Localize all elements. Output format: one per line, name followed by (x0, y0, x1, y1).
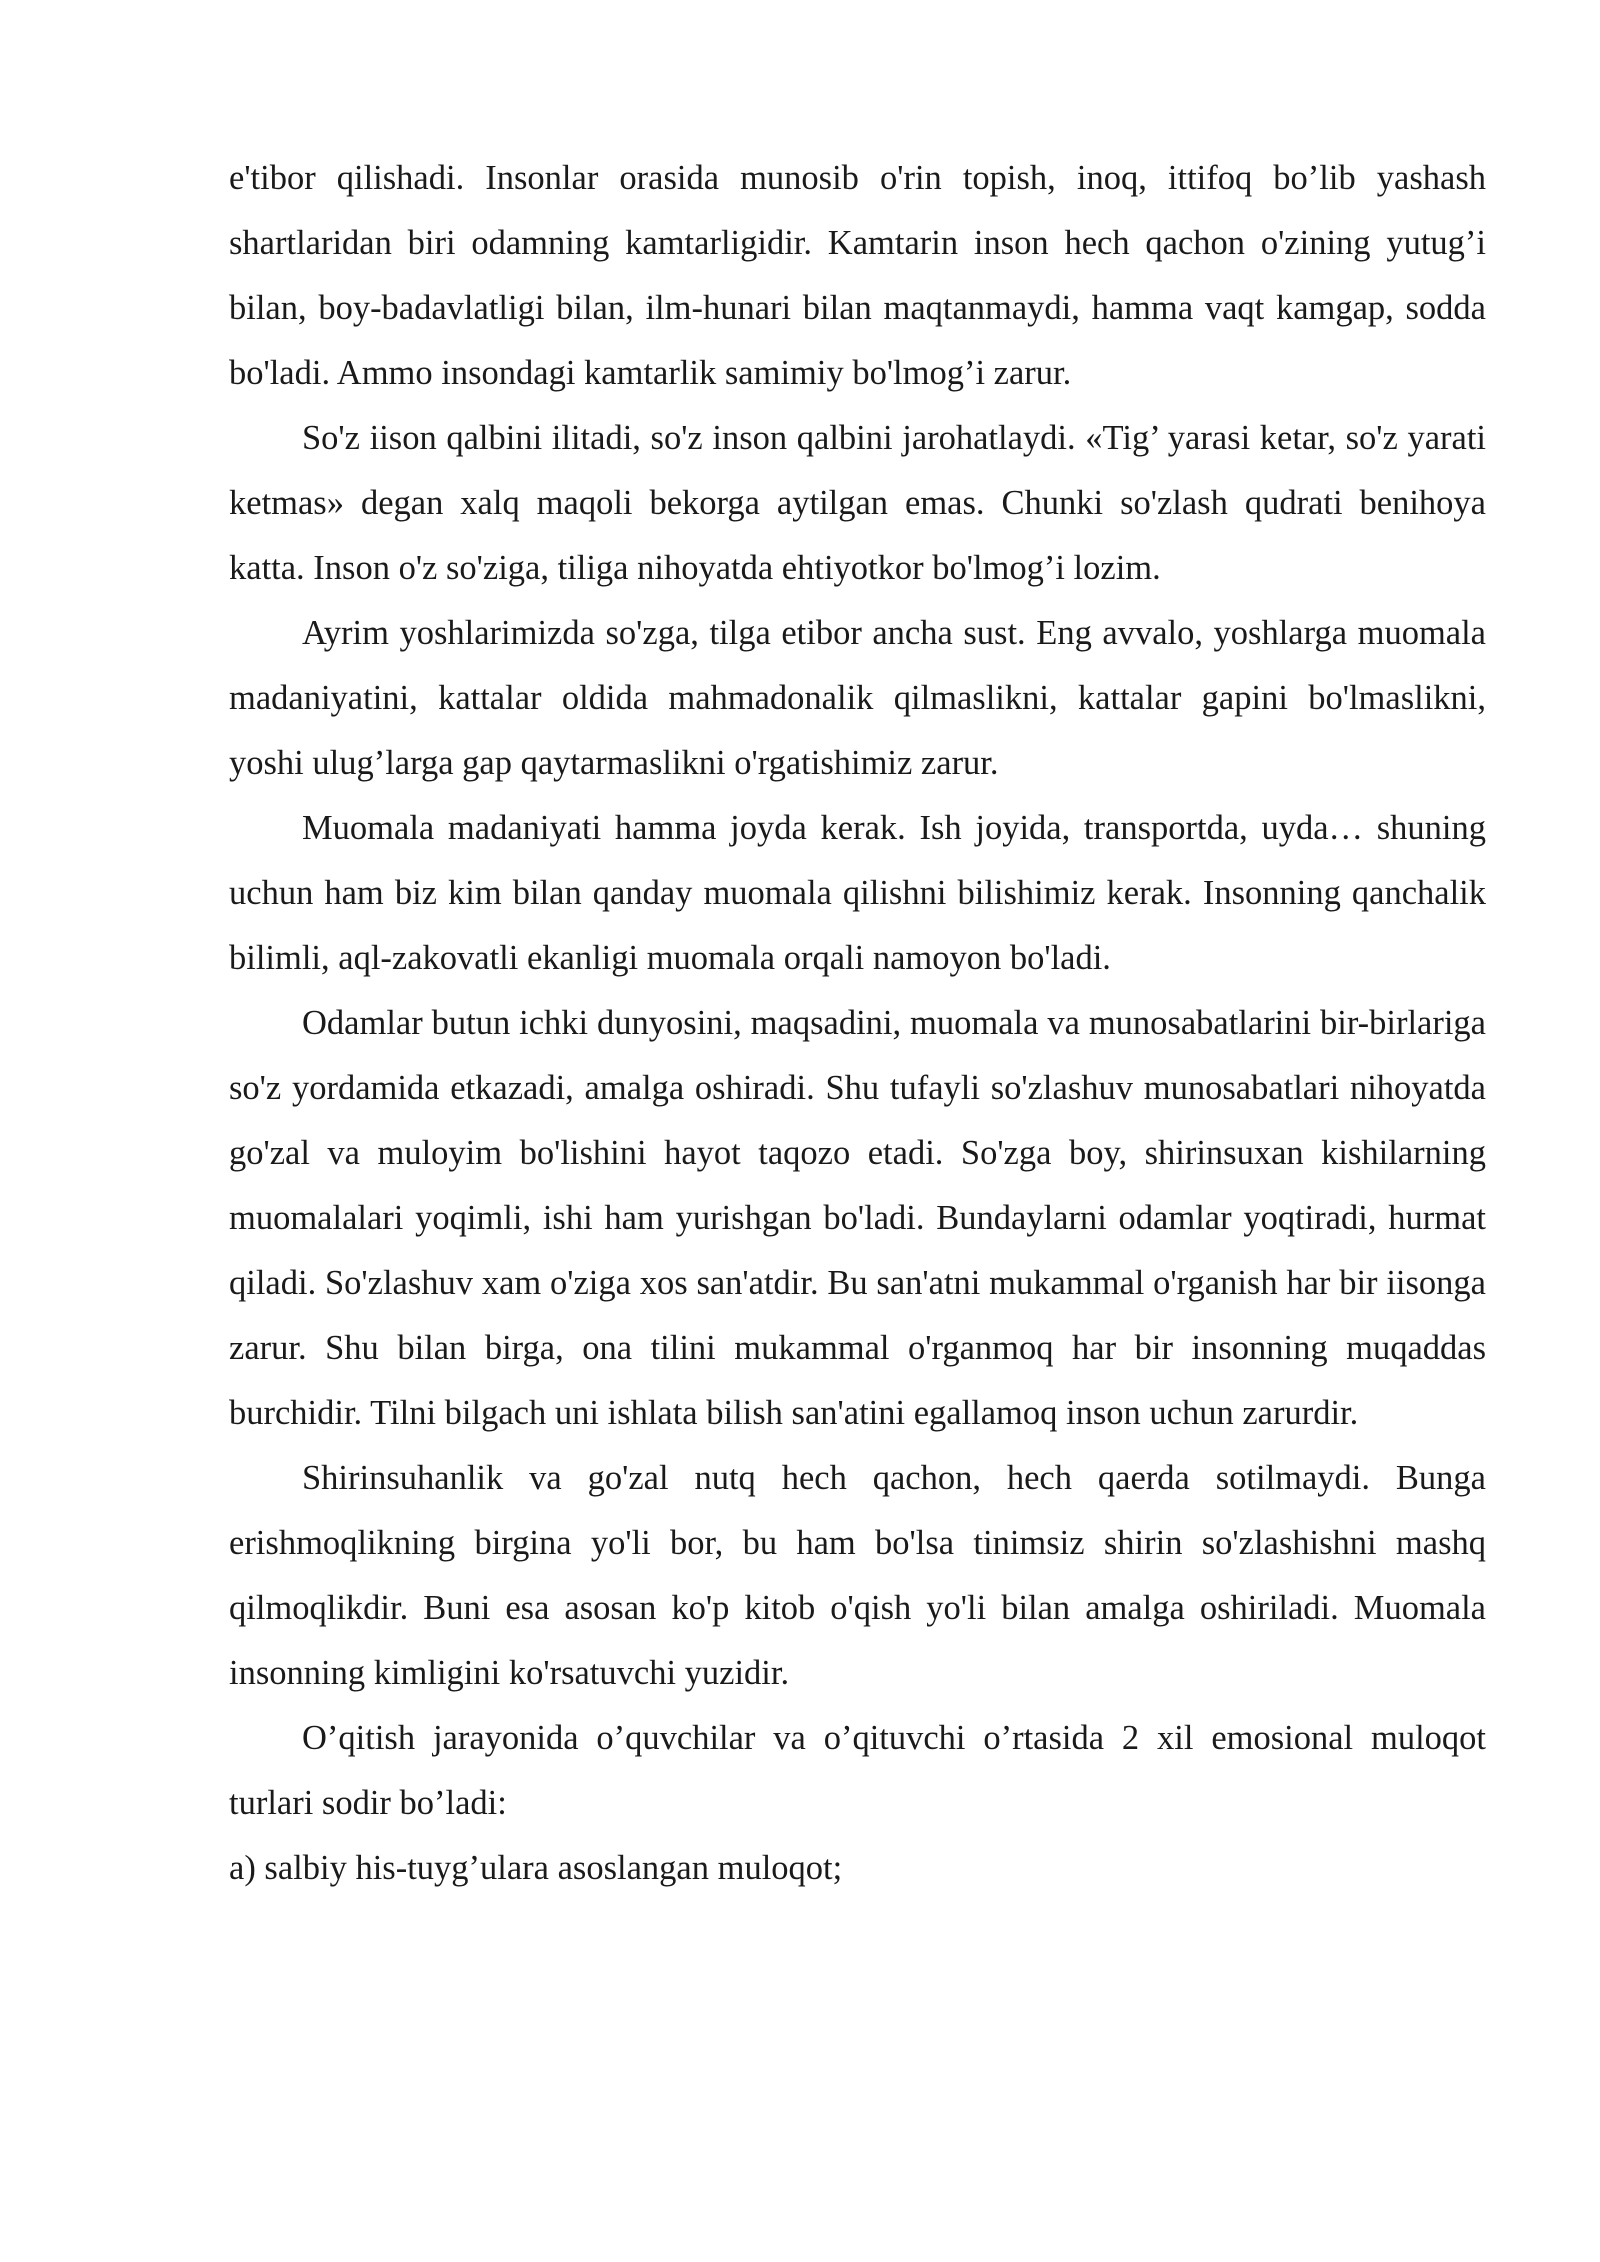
paragraph: Ayrim yoshlarimizda so'zga, tilga etibor ancha sust. Eng avvalo, yoshlarga muomala madaniyatini, kattalar oldida mahmadonalik qilmaslikni, kattalar gapini bo'lmaslikni, yoshi ulug’larga gap qaytarmaslikni o'rgatishimiz zarur. (229, 614, 1486, 782)
paragraph-continuation: e'tibor qilishadi. Insonlar orasida munosib o'rin topish, inoq, ittifoq bo’lib yashash shartlaridan biri odamning kamtarligidir. Kamtarin inson hech qachon o'zining yutug’i bilan, boy-badavlatligi bilan, ilm-hunari bilan maqtanmaydi, hamma vaqt kamgap, sodda bo'ladi. Ammo insondagi kamtarlik samimiy bo'lmog’i zarur. (229, 159, 1486, 392)
list-item: a) salbiy his-tuyg’ulara asoslangan muloqot; (229, 1849, 843, 1887)
paragraph: So'z iison qalbini ilitadi, so'z inson qalbini jarohatlaydi. «Tig’ yarasi ketar, so'z yarati ketmas» degan xalq maqoli bekorga aytilgan emas. Chunki so'zlash qudrati benihoya katta. Inson o'z so'ziga, tiliga nihoyatda ehtiyotkor bo'lmog’i lozim. (229, 419, 1486, 587)
document-body (229, 146, 1486, 1901)
paragraph: Shirinsuhanlik va go'zal nutq hech qachon, hech qaerda sotilmaydi. Bunga erishmoqlikning birgina yo'li bor, bu ham bo'lsa tinimsiz shirin so'zlashishni mashq qilmoqlikdir. Buni esa asosan ko'p kitob o'qish yo'li bilan amalga oshiriladi. Muomala insonning kimligini ko'rsatuvchi yuzidir. (229, 1459, 1486, 1692)
paragraph: Odamlar butun ichki dunyosini, maqsadini, muomala va munosabatlarini bir-birlariga so'z yordamida etkazadi, amalga oshiradi. Shu tufayli so'zlashuv munosabatlari nihoyatda go'zal va muloyim bo'lishini hayot taqozo etadi. So'zga boy, shirinsuxan kishilarning muomalalari yoqimli, ishi ham yurishgan bo'ladi. Bundaylarni odamlar yoqtiradi, hurmat qiladi. So'zlashuv xam o'ziga xos san'atdir. Bu san'atni mukammal o'rganish har bir iisonga zarur. Shu bilan birga, ona tilini mukammal o'rganmoq har bir insonning muqaddas burchidir. Tilni bilgach uni ishlata bilish san'atini egallamoq inson uchun zarurdir. (229, 1004, 1486, 1432)
paragraph: O’qitish jarayonida o’quvchilar va o’qituvchi o’rtasida 2 xil emosional muloqot turlari sodir bo’ladi: (229, 1719, 1486, 1822)
paragraph: Muomala madaniyati hamma joyda kerak. Ish joyida, transportda, uyda… shuning uchun ham biz kim bilan qanday muomala qilishni bilishimiz kerak. Insonning qanchalik bilimli, aql-zakovatli ekanligi muomala orqali namoyon bo'ladi. (229, 809, 1486, 977)
